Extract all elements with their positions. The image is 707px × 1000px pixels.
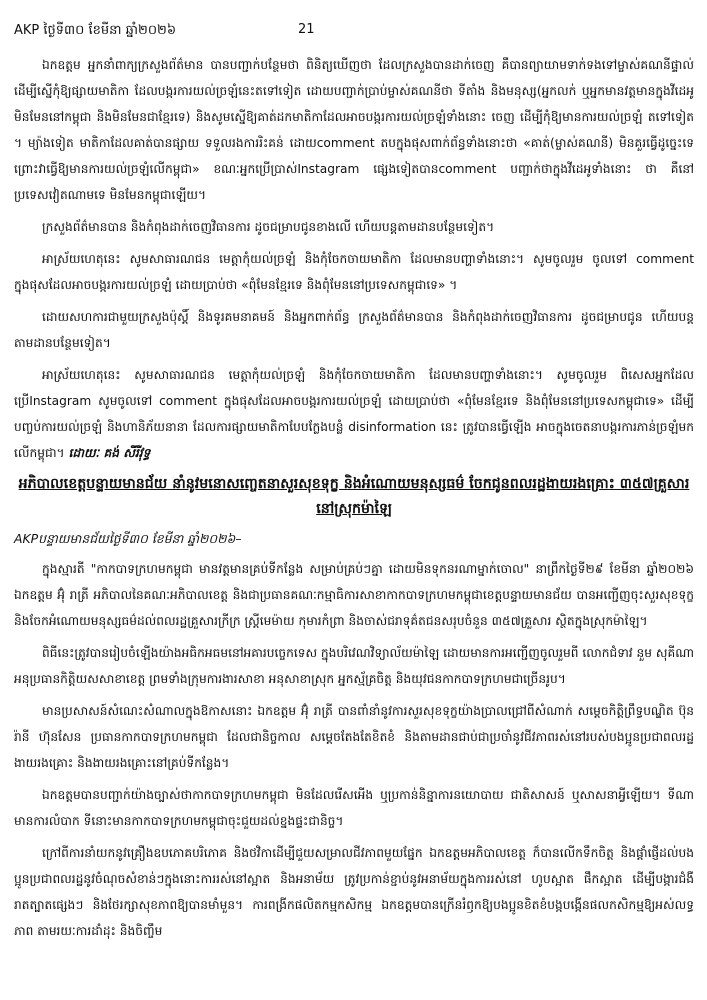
article-2-paragraph: ពិធីនេះត្រូវបានរៀបចំឡើងយ៉ាងអធិកអធមនៅអគារបច្ចេកទេស ក្នុងបរិវេណវិទ្យាល័យម៉ាឡៃ ដោយមានការអញ្ជើញចូលរួមពី លោកជំទាវ នួម សុគីណា អនុប្រធានកិត្តិយសសាខាខេត្ត ព្រមទាំងក្រុមការងារសាខា អនុសាខាស្រុក អ្នកស្ម័គ្រចិត្ត និងយុវជនកាកបាទក្រហមជាច្រើនរូប។ (14, 646, 694, 686)
article-1 (14, 52, 694, 466)
page-header (14, 22, 694, 52)
article-1-paragraph-text: អាស្រ័យហេតុនេះ សូមសាធារណជន មេត្តាកុំយល់ច្រឡំ និងកុំចែកចាយមាតិកា ដែលមានបញ្ហាទាំងនោះ។ សូមចូលរួម ពិសេសអ្នកដែលប្រើInstagram សូមចូលទៅ comment ក្នុងផុសដែលអាចបង្ករការយល់ច្រឡំ ដោយប្រាប់ថា «ពុំមែនខ្មែរទេ និងពុំមែននៅប្រទេសកម្ពុជាទេ» ដើម្បីបញ្ចប់ការយល់ច្រឡំ និងហានិភ័យនានា ដែលការផ្សាយមាតិកាបែបក្លែងបន្លំ disinformation នេះ ត្រូវបានធ្វើឡើង អាចក្នុងចេតនាបង្ករការភាន់ច្រឡំមកលើកម្ពុជា។ (14, 368, 694, 460)
article-2-paragraph: ក្រៅពីការនាំយកនូវគ្រឿងឧបភោគបរិភោគ និងថវិកាដើម្បីជួយសម្រាលជីវភាពមួយផ្នែក ឯកឧត្តមអភិបាលខេត្ត ក៏បានលើកទឹកចិត្ត និងផ្តាំផ្ញើដល់បងប្អូនប្រជាពលរដ្ឋនូវចំណុចសំខាន់ៗក្នុងនោះការរស់នៅស្អាត និងអនាម័យ ត្រូវប្រកាន់ខ្ជាប់នូវអនាម័យក្នុងការរស់នៅ ហូបស្អាត ផឹកស្អាត ដើម្បីបង្ការជំងឺរាតត្បាតផ្សេងៗ និងថែរក្សាសុខភាពឱ្យបានមាំមួន។ ការពង្រីកផលិតកម្មកសិកម្ម ឯកឧត្តមបានក្រើនរំឭកឱ្យបងប្អូនខិតខំបង្កបង្កើនផលកសិកម្មឱ្យអស់លទ្ធភាព តាមរយៈការដាំដុះ និងចិញ្ចឹម (14, 846, 694, 938)
article-1-byline: ដោយៈ គង់ សីរីវុទ្ធ (68, 446, 151, 460)
article-2-paragraph: ក្នុងស្មារតី "កាកបាទក្រហមកម្ពុជា មានវត្តមានគ្រប់ទីកន្លែង សម្រាប់គ្រប់ៗគ្នា ដោយមិនទុកនរណាម្នាក់ចោល" នាព្រឹកថ្ងៃទី២៩ ខែមីនា ឆ្នាំ២០២៦ ឯកឧត្តម អ៊ុំ រាត្រី អភិបាលនៃគណៈអភិបាលខេត្ត និងជាប្រធានគណៈកម្មាធិការសាខាកាកបាទក្រហមកម្ពុជាខេត្តបន្ទាយមានជ័យ បានអញ្ជើញចុះសួរសុខទុក្ខ និងចែកអំណោយមនុស្សធម៌ដល់ពលរដ្ឋគ្រួសារក្រីក្រ ស្ត្រីមេម៉ាយ កុមារកំព្រា និងចាស់ជរាទុគ៌តជនសរុបចំនួន ៣៥៧គ្រួសារ ស្ថិតក្នុងស្រុកម៉ាឡៃ។ (14, 562, 694, 628)
document-page (14, 22, 694, 950)
article-1-paragraph: ក្រសួងព័ត៌មានបាន និងកំពុងដាក់ចេញវិធានការ ដូចជម្រាបជូនខាងលើ ហើយបន្តតាមដានបន្ថែមទៀត។ (42, 220, 495, 234)
article-1-paragraph: ឯកឧត្តម អ្នកនាំពាក្យក្រសួងព័ត៌មាន បានបញ្ជាក់បន្ថែមថា ពិនិត្យឃើញថា ដែលក្រសួងបានដាក់ចេញ គឺបានព្យាយាមទាក់ទងទៅម្ចាស់គណនីផ្ទាល់ ដើម្បីស្នើកុំឱ្យផ្សាយមាតិកា ដែលបង្ករការយល់ច្រឡំនេះតទៅទៀត ដោយបញ្ជាក់ប្រាប់ម្ចាស់គណនីថា ទីតាំង និងមនុស្ស(អ្នកលក់ ឬអ្នកមានវត្តមានក្នុងវីដេអូ មិនមែននៅកម្ពុជា និងមិនមែនជាខ្មែរទេ) និងសូមស្នើឱ្យគាត់ដកមាតិកាដែលអាចបង្ករការយល់ច្រឡំទាំងនោះ ចេញ ដើម្បីកុំឱ្យមានការយល់ច្រឡំ តទៅទៀត ។ ម្យ៉ាងទៀត មាតិកាដែលគាត់បានផ្សាយ ទទួលរងការរិះគន់ ដោយcomment តបក្នុងផុសពាក់ព័ន្ធទាំងនោះថា «គាត់(ម្ចាស់គណនី) មិនគួរធ្វើដូច្នេះទេ ព្រោះវាធ្វើឱ្យមានការយល់ច្រឡំលើកម្ពុជា» ខណៈអ្នកប្រើប្រាស់Instagram ផ្សេងទៀតបានcomment បញ្ជាក់ថាក្នុងវីដេអូទាំងនោះ ថា គឺនៅប្រទេសវៀតណាមទេ មិនមែនកម្ពុជាឡើយ។ (14, 58, 694, 202)
article-1-paragraph: អាស្រ័យហេតុនេះ សូមសាធារណជន មេត្តាកុំយល់ច្រឡំ និងកុំចែកចាយមាតិកា ដែលមានបញ្ហាទាំងនោះ។ សូមចូលរួម ចូលទៅ comment ក្នុងផុសដែលអាចបង្ករការយល់ច្រឡំ ដោយប្រាប់ថា «ពុំមែនខ្មែរទេ និងពុំមែននៅប្រទេសកម្ពុជាទេ» ។ (14, 252, 694, 292)
article-1-paragraph: ដោយសហការជាមួយក្រសួងប៉ុស្តិ៍ និងទូរគមនាគមន៍ និងអ្នកពាក់ព័ន្ធ ក្រសួងព័ត៌មានបាន និងកំពុងដាក់ចេញវិធានការ ដូចជម្រាបជូន ហើយបន្តតាមដានបន្ថែមទៀត។ (14, 310, 694, 350)
article-1-paragraph-last (14, 362, 694, 466)
article-2-dateline: AKPបន្ទាយមានជ័យថ្ងៃទី៣០ ខែមីនា ឆ្នាំ២០២៦– (14, 531, 242, 546)
article-2-paragraph: ឯកឧត្តមបានបញ្ជាក់យ៉ាងច្បាស់ថាកាកបាទក្រហមកម្ពុជា មិនដែលរើសអើង ឬប្រកាន់និន្នាការនយោបាយ ជាតិសាសន៍ ឬសាសនាអ្វីឡើយ។ ទីណាមានការលំបាក ទីនោះមានកាកបាទក្រហមកម្ពុជាចុះជួយដល់ខ្នងផ្ទះជានិច្ច។ (14, 788, 694, 828)
article-2-paragraph: មានប្រសាសន៍សំណេះសំណាលក្នុងឱកាសនោះ ឯកឧត្តម អ៊ុំ រាត្រី បានពាំនាំនូវការសួរសុខទុក្ខយ៉ាងប្រាលជ្រៅពីសំណាក់ សម្តេចកិត្តិព្រឹទ្ធបណ្ឌិត ប៊ុន រ៉ានី ហ៊ុនសែន ប្រធានកាកបាទក្រហមកម្ពុជា ដែលជានិច្ចកាល សម្តេចតែងតែខិតខំ និងតាមដានជាប់ជាប្រចាំនូវជីវភាពរស់នៅរបស់បងប្អូនប្រជាពលរដ្ឋងាយរងគ្រោះ និងងាយរងគ្រោះនៅគ្រប់ទីកន្លែង។ (14, 704, 694, 770)
page-number: 21 (298, 22, 315, 37)
article-2 (14, 526, 694, 944)
article-2-headline: អភិបាលខេត្តបន្ទាយមានជ័យ នាំនូវមនោសញ្ចេតនាសួរសុខទុក្ខ និងអំណោយមនុស្សធម៌ ចែកជូនពលរដ្ឋងាយរងគ្រោះ ៣៥៧គ្រួសារ នៅស្រុកម៉ាឡៃ (18, 476, 690, 517)
header-date: AKP ថ្ងៃទី៣០ ខែមីនា ឆ្នាំ២០២៦ (14, 23, 177, 38)
